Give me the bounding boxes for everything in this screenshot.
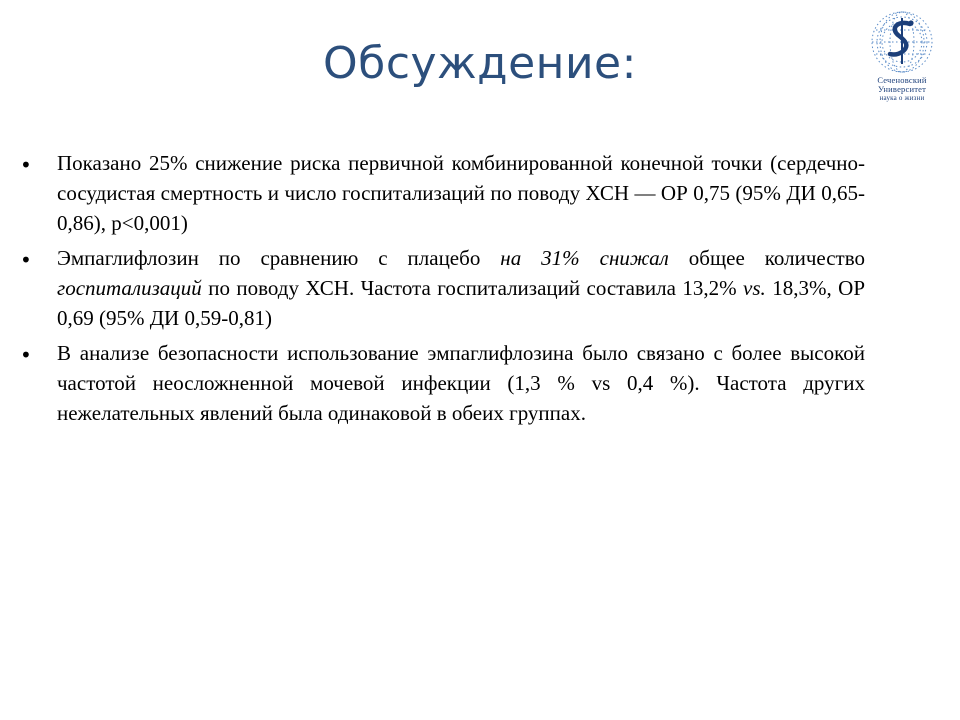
bullet-text-segment: Эмпаглифлозин по сравнению с плацебо bbox=[57, 246, 501, 270]
bullet-text-segment: общее количество bbox=[668, 246, 866, 270]
bullet-dot-icon: • bbox=[20, 343, 32, 367]
bullet-list bbox=[20, 148, 866, 433]
bullet-text-segment: на 31% снижал bbox=[500, 246, 669, 270]
bullet-text bbox=[57, 243, 865, 333]
slide-title: Обсуждение: bbox=[323, 38, 637, 89]
bullet-item bbox=[20, 148, 865, 238]
bullet-text-segment: госпитализаций bbox=[57, 276, 202, 300]
bullet-dot-icon: • bbox=[20, 248, 32, 272]
bullet-text-segment: vs. bbox=[743, 276, 766, 300]
logo-line-2: Университет bbox=[877, 84, 927, 94]
bullet-text-segment: В анализе безопасности использование эмпаглифлозина было связано с более высокой частотой неосложненной мочевой инфекции (1,3 % vs 0,4 %). Частота других нежелательных явлений была одинаковой в обеих группах. bbox=[57, 341, 865, 425]
bullet-text bbox=[57, 148, 865, 238]
bullet-text-segment: по поводу ХСН. Частота госпитализаций составила 13,2% bbox=[201, 276, 744, 300]
university-logo bbox=[854, 8, 950, 112]
logo-line-1: Сеченовский bbox=[877, 75, 927, 85]
bullet-text-segment: Показано 25% снижение риска первичной комбинированной конечной точки (сердечно-сосудистая смертность и число госпитализаций по поводу ХСН — ОР 0,75 (95% ДИ 0,65-0,86), p<0,001) bbox=[57, 151, 865, 235]
bullet-text-segment: 18,3%, ОР 0,69 (95% ДИ 0,59-0,81) bbox=[57, 276, 865, 330]
logo-line-3: наука о жизни bbox=[879, 94, 925, 102]
bullet-text bbox=[57, 338, 865, 428]
logo-caption bbox=[854, 76, 950, 103]
bullet-item bbox=[20, 243, 866, 333]
bullet-dot-icon: • bbox=[20, 153, 32, 177]
university-logo-icon bbox=[854, 8, 950, 76]
bullet-item bbox=[20, 338, 865, 428]
